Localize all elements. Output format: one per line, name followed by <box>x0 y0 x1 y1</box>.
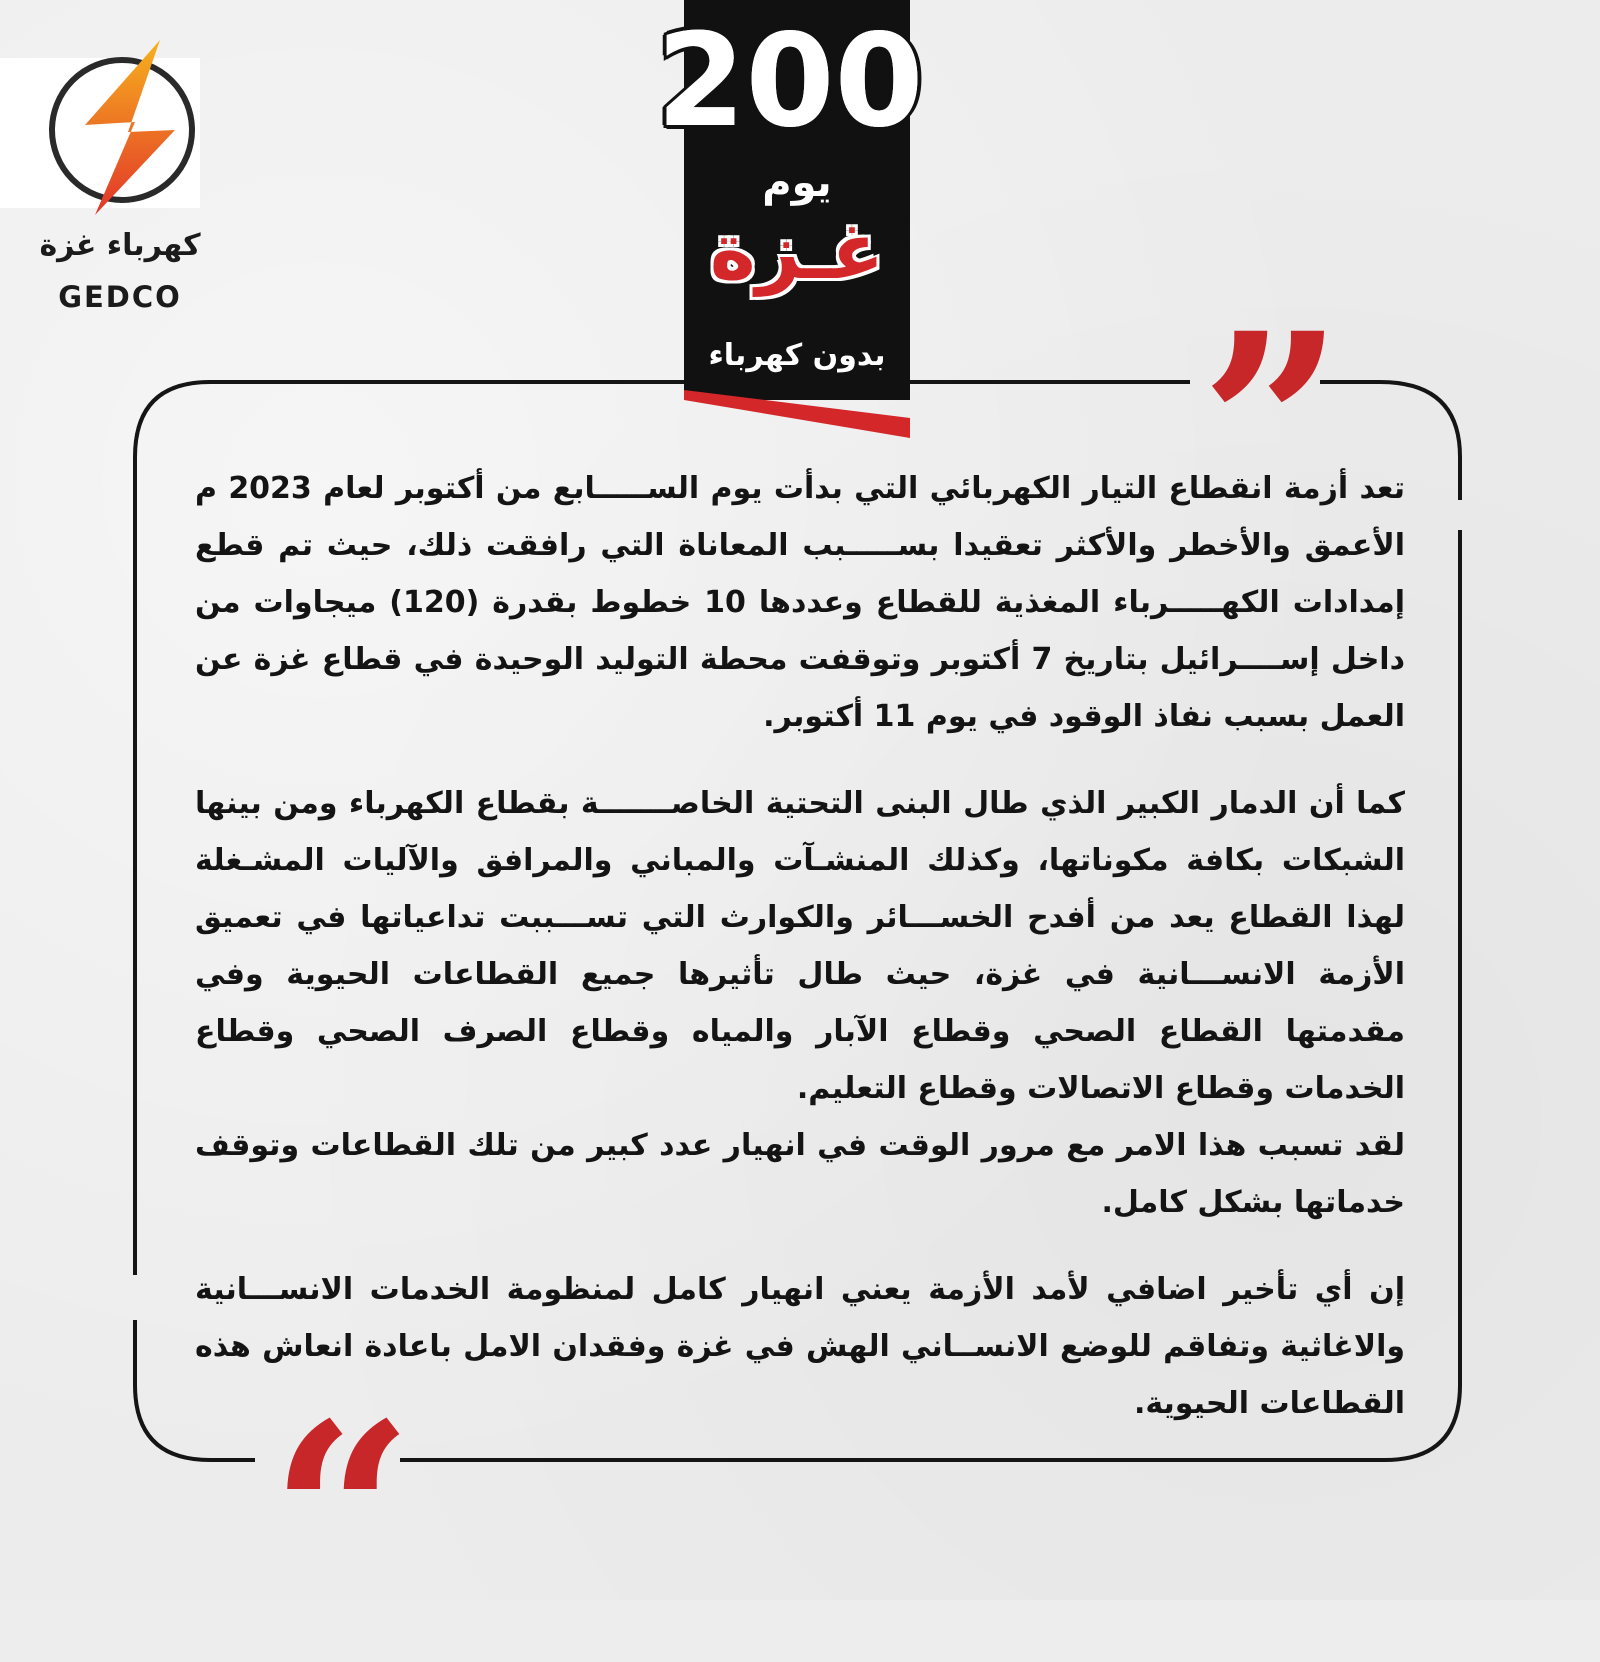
paragraph-2: كما أن الدمار الكبير الذي طال البنى التحتية الخاصـــــــة بقطاع الكهرباء ومن بينها الشبكات بكافة مكوناتها، وكذلك المنشـآت والمباني والمرافق والآليات المشـغلة لهذا القطاع يعد من أفدح الخســـائر والكوارث التي تســـببت تداعياتها في تعميق الأزمة الانســـانية في غزة، حيث طال تأثيرها جميع القطاعات الحيوية وفي مقدمتها القطاع الصحي وقطاع الآبار والمياه وقطاع الصرف الصحي وقطاع الخدمات وقطاع الاتصالات وقطاع التعليم. <box>195 786 1405 1106</box>
open-quote-icon: ” <box>1200 278 1344 572</box>
city-name: غـزة <box>709 207 885 297</box>
close-quote-icon: “ <box>270 1368 414 1662</box>
paragraph-gap <box>195 1231 1405 1261</box>
logo-english-name: GEDCO <box>58 280 182 314</box>
paragraph-gap <box>195 745 1405 775</box>
logo-arabic-name: كهرباء غزة <box>39 228 201 263</box>
banner-subtitle: بدون كهرباء <box>708 338 886 373</box>
paragraph-4: إن أي تأخير اضافي لأمد الأزمة يعني انهيار كامل لمنظومة الخدمات الانســـانية والاغاثية وتفاقم للوضع الانســاني الهش في غزة وفقدان الامل باعادة انعاش هذه القطاعات الحيوية. <box>195 1272 1405 1421</box>
lightning-bolt-icon <box>40 30 210 220</box>
day-word: يوم <box>762 160 832 206</box>
paragraph-3: لقد تسبب هذا الامر مع مرور الوقت في انهيار عدد كبير من تلك القطاعات وتوقف خدماتها بشكل كامل. <box>195 1128 1405 1220</box>
banner-red-stripe <box>684 390 910 448</box>
days-count: 200 <box>656 7 924 156</box>
paragraph-1: تعد أزمة انقطاع التيار الكهربائي التي بدأت يوم الســـــابع من أكتوبر لعام 2023 م الأعمق والأخطر والأكثر تعقيدا بســـــبب المعاناة التي رافقت ذلك، حيث تم قطع إمدادات الكهـــــرباء المغذية للقطاع وعددها 10 خطوط بقدرة (120) ميجاوات من داخل إســــرائيل بتاريخ 7 أكتوبر وتوقفت محطة التوليد الوحيدة في قطاع غزة عن العمل بسبب نفاذ الوقود في يوم 11 أكتوبر. <box>195 471 1406 734</box>
statement-body <box>195 460 1405 1432</box>
